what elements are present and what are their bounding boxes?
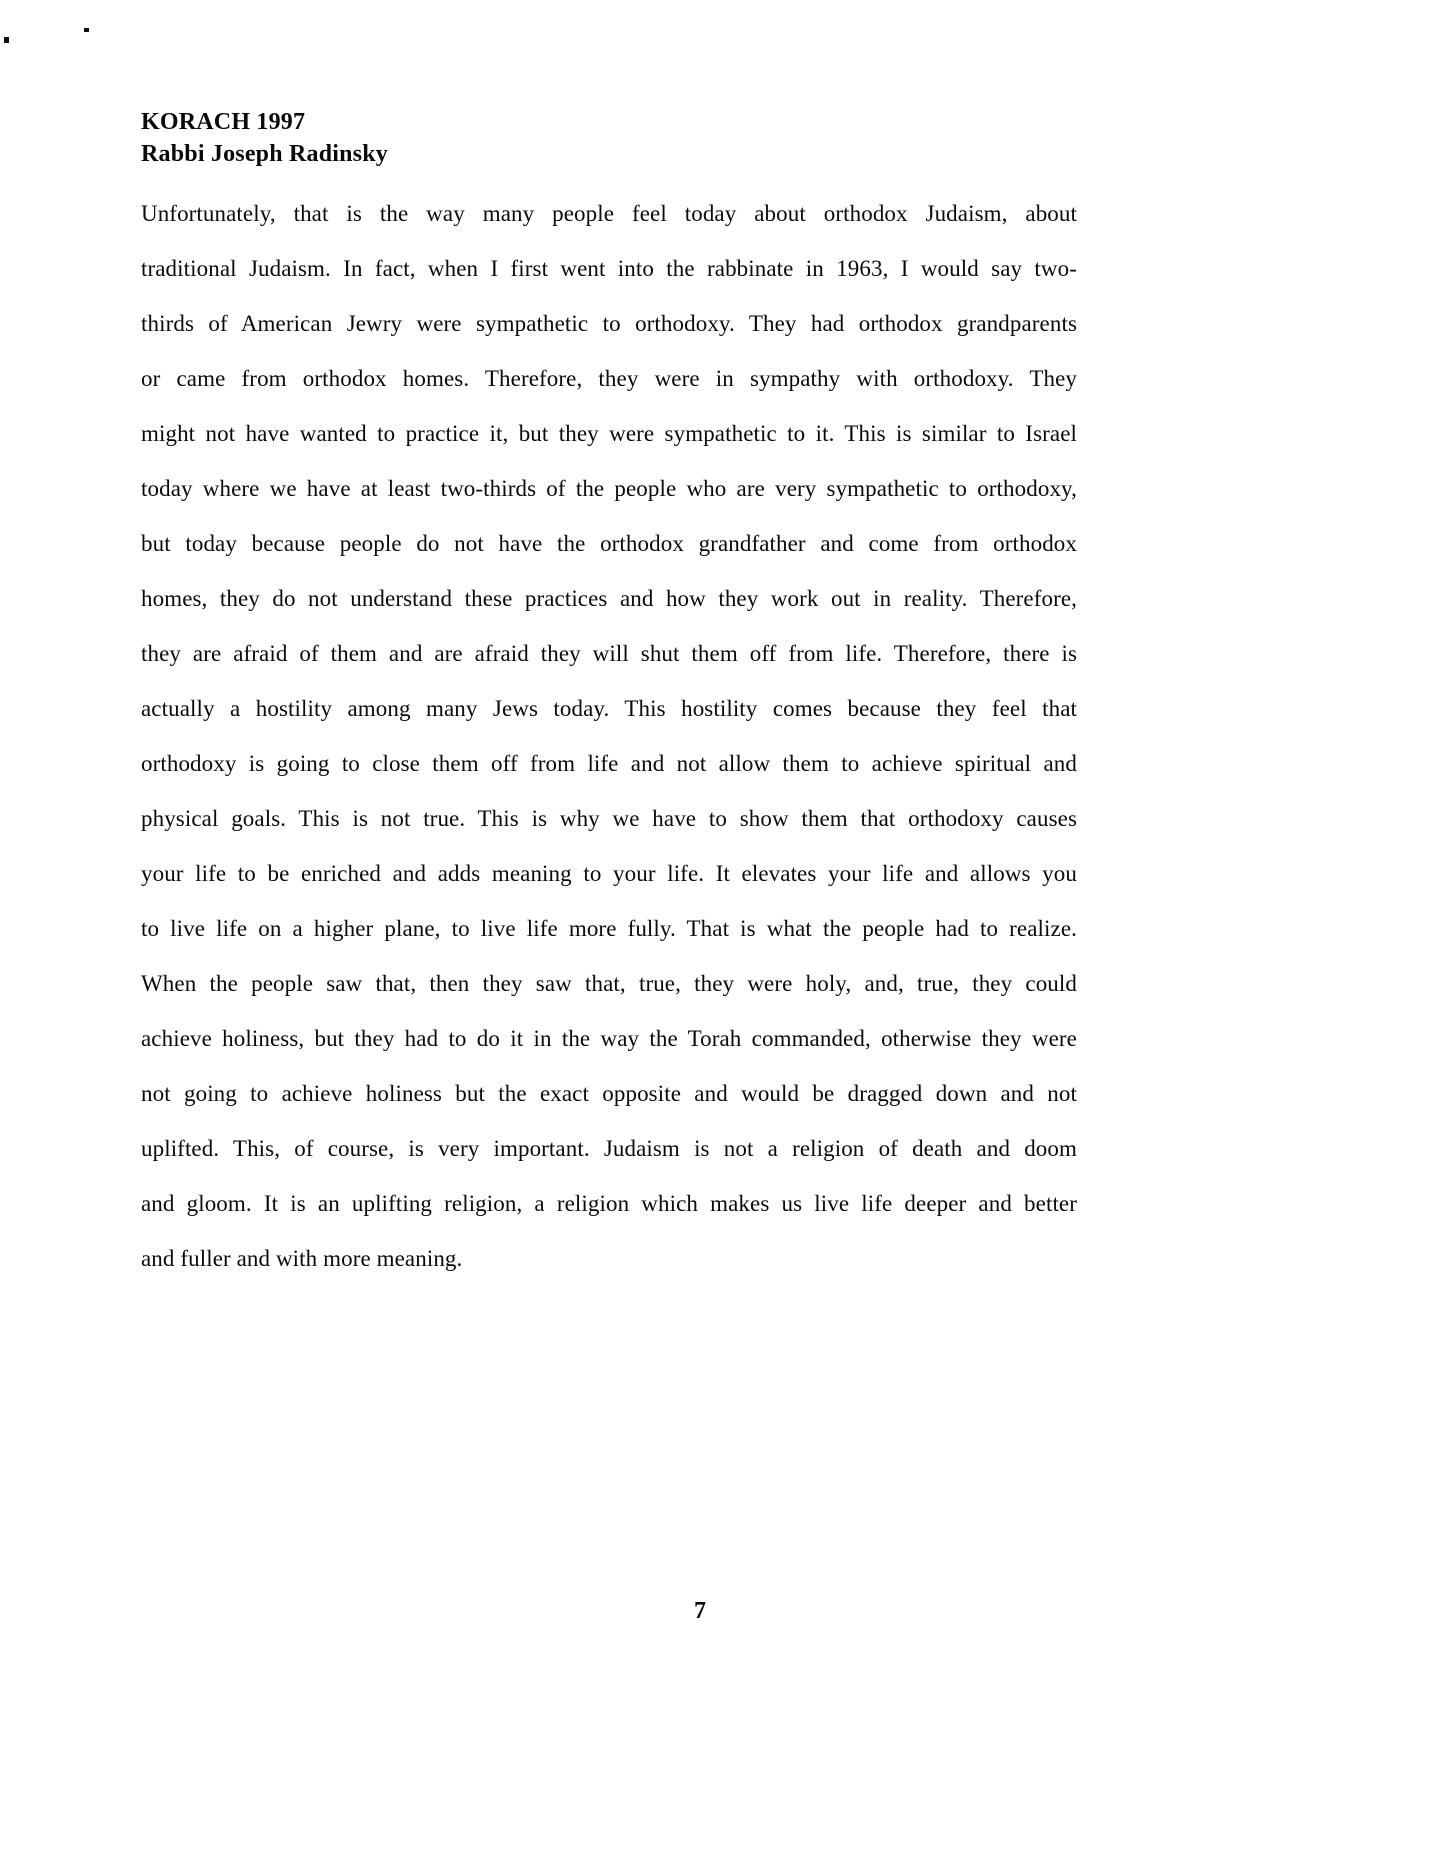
- text-line: not going to achieve holiness but the exact opposite and would be dragged down and not: [141, 1081, 1077, 1106]
- text-line: orthodoxy is going to close them off from life and not allow them to achieve spiritual and: [141, 751, 1077, 776]
- text-line: thirds of American Jewry were sympathetic to orthodoxy. They had orthodox grandparents: [141, 311, 1077, 336]
- text-line: but today because people do not have the orthodox grandfather and come from orthodox: [141, 531, 1077, 556]
- document-paragraph: [141, 186, 1077, 1286]
- text-line: uplifted. This, of course, is very important. Judaism is not a religion of death and doom: [141, 1136, 1077, 1161]
- text-line: your life to be enriched and adds meaning to your life. It elevates your life and allows you: [141, 861, 1077, 886]
- text-line: physical goals. This is not true. This is why we have to show them that orthodoxy causes: [141, 806, 1077, 831]
- scan-speck: [84, 28, 89, 32]
- document-author: Rabbi Joseph Radinsky: [141, 141, 388, 167]
- text-line: to live life on a higher plane, to live life more fully. That is what the people had to realize.: [141, 916, 1077, 941]
- text-line: When the people saw that, then they saw that, true, they were holy, and, true, they could: [141, 971, 1077, 996]
- text-line: achieve holiness, but they had to do it in the way the Torah commanded, otherwise they were: [141, 1026, 1077, 1051]
- document-header: [141, 106, 388, 170]
- text-line: today where we have at least two-thirds of the people who are very sympathetic to orthodoxy,: [141, 476, 1077, 501]
- text-line: they are afraid of them and are afraid they will shut them off from life. Therefore, there is: [141, 641, 1077, 666]
- text-line: might not have wanted to practice it, but they were sympathetic to it. This is similar to Israel: [141, 421, 1077, 446]
- text-line: Unfortunately, that is the way many people feel today about orthodox Judaism, about: [141, 201, 1077, 226]
- text-line: homes, they do not understand these practices and how they work out in reality. Therefore,: [141, 586, 1077, 611]
- text-line: actually a hostility among many Jews today. This hostility comes because they feel that: [141, 696, 1077, 721]
- text-line: and gloom. It is an uplifting religion, a religion which makes us live life deeper and better: [141, 1191, 1077, 1216]
- text-line: or came from orthodox homes. Therefore, they were in sympathy with orthodoxy. They: [141, 366, 1077, 391]
- text-line: and fuller and with more meaning.: [141, 1246, 463, 1271]
- document-title: KORACH 1997: [141, 109, 306, 135]
- scan-speck: [4, 37, 9, 43]
- text-line: traditional Judaism. In fact, when I first went into the rabbinate in 1963, I would say two-: [141, 256, 1077, 281]
- page-number: 7: [694, 1598, 706, 1624]
